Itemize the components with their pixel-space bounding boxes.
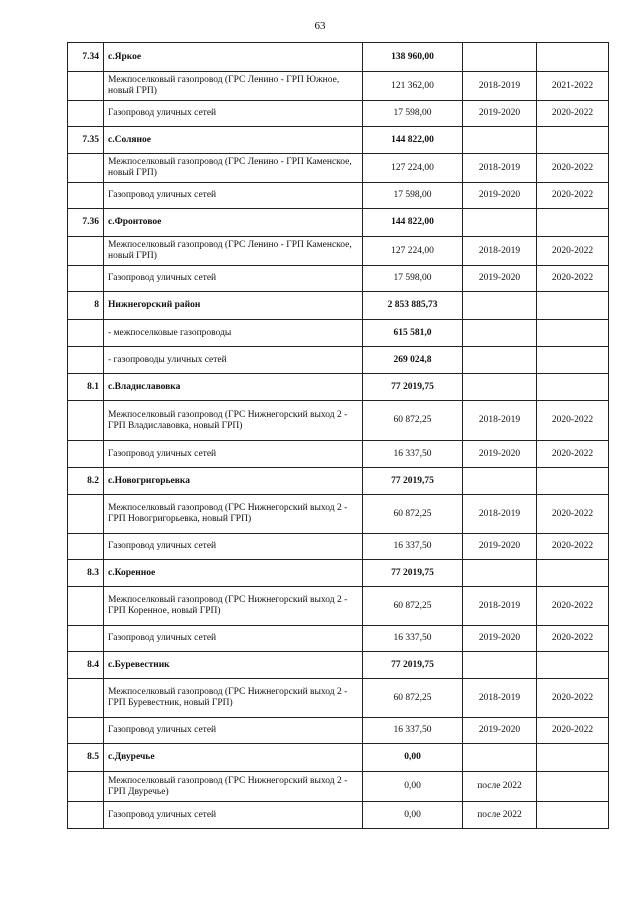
end-period-cell: 2020-2022 <box>537 495 609 534</box>
end-period-cell: 2020-2022 <box>537 534 609 560</box>
amount-cell: 127 224,00 <box>363 154 463 183</box>
object-name-cell: Межпоселковый газопровод (ГРС Ленино - ГРП Каменское, новый ГРП) <box>104 154 363 183</box>
row-number-cell <box>68 401 104 441</box>
amount-cell: 17 598,00 <box>363 101 463 127</box>
amount-cell: 60 872,25 <box>363 679 463 718</box>
object-name-cell: Газопровод уличных сетей <box>104 718 363 744</box>
amount-cell: 16 337,50 <box>363 534 463 560</box>
row-number-cell: 7.34 <box>68 43 104 72</box>
object-name-cell: с.Коренное <box>104 560 363 587</box>
table-row <box>68 127 609 154</box>
start-period-cell <box>463 292 537 320</box>
object-name-cell: Газопровод уличных сетей <box>104 441 363 468</box>
table-row <box>68 534 609 560</box>
amount-cell: 60 872,25 <box>363 495 463 534</box>
end-period-cell <box>537 652 609 679</box>
object-name-cell: Газопровод уличных сетей <box>104 802 363 829</box>
object-name-cell: Межпоселковый газопровод (ГРС Нижнегорский выход 2 - ГРП Владиславовка, новый ГРП) <box>104 401 363 441</box>
table-row <box>68 237 609 266</box>
row-number-cell: 8.1 <box>68 374 104 401</box>
end-period-cell: 2020-2022 <box>537 154 609 183</box>
start-period-cell: 2018-2019 <box>463 679 537 718</box>
gas-pipeline-table <box>67 42 609 829</box>
end-period-cell: 2020-2022 <box>537 101 609 127</box>
amount-cell: 16 337,50 <box>363 718 463 744</box>
row-number-cell <box>68 183 104 209</box>
object-name-cell: Газопровод уличных сетей <box>104 183 363 209</box>
amount-cell: 77 2019,75 <box>363 468 463 495</box>
table-row <box>68 374 609 401</box>
end-period-cell <box>537 347 609 374</box>
start-period-cell: 2018-2019 <box>463 237 537 266</box>
start-period-cell: 2019-2020 <box>463 534 537 560</box>
table-row <box>68 320 609 347</box>
start-period-cell <box>463 127 537 154</box>
object-name-cell: Межпоселковый газопровод (ГРС Нижнегорский выход 2 - ГРП Новогригорьевка, новый ГРП) <box>104 495 363 534</box>
table-row <box>68 101 609 127</box>
table-row <box>68 626 609 652</box>
end-period-cell: 2020-2022 <box>537 587 609 626</box>
row-number-cell <box>68 266 104 292</box>
row-number-cell <box>68 101 104 127</box>
amount-cell: 60 872,25 <box>363 587 463 626</box>
row-number-cell: 7.35 <box>68 127 104 154</box>
end-period-cell <box>537 209 609 237</box>
object-name-cell: Межпоселковый газопровод (ГРС Нижнегорский выход 2 - ГРП Двуречье) <box>104 772 363 802</box>
object-name-cell: с.Двуречье <box>104 744 363 772</box>
object-name-cell: Газопровод уличных сетей <box>104 626 363 652</box>
row-number-cell <box>68 237 104 266</box>
object-name-cell: Межпоселковый газопровод (ГРС Нижнегорский выход 2 - ГРП Коренное, новый ГРП) <box>104 587 363 626</box>
table-row <box>68 718 609 744</box>
object-name-cell: - межпоселковые газопроводы <box>104 320 363 347</box>
start-period-cell <box>463 347 537 374</box>
table-row <box>68 43 609 72</box>
amount-cell: 121 362,00 <box>363 72 463 101</box>
start-period-cell: 2019-2020 <box>463 718 537 744</box>
end-period-cell <box>537 127 609 154</box>
row-number-cell <box>68 587 104 626</box>
table-row <box>68 468 609 495</box>
end-period-cell <box>537 772 609 802</box>
start-period-cell <box>463 374 537 401</box>
object-name-cell: Газопровод уличных сетей <box>104 101 363 127</box>
table-row <box>68 347 609 374</box>
start-period-cell <box>463 560 537 587</box>
end-period-cell: 2020-2022 <box>537 266 609 292</box>
start-period-cell: после 2022 <box>463 802 537 829</box>
object-name-cell: с.Соляное <box>104 127 363 154</box>
table-row <box>68 154 609 183</box>
object-name-cell: Межпоселковый газопровод (ГРС Ленино - ГРП Южное, новый ГРП) <box>104 72 363 101</box>
amount-cell: 615 581,0 <box>363 320 463 347</box>
row-number-cell <box>68 626 104 652</box>
table-row <box>68 401 609 441</box>
row-number-cell <box>68 154 104 183</box>
table-row <box>68 72 609 101</box>
object-name-cell: с.Яркое <box>104 43 363 72</box>
row-number-cell: 8.4 <box>68 652 104 679</box>
start-period-cell <box>463 744 537 772</box>
start-period-cell: 2019-2020 <box>463 266 537 292</box>
row-number-cell: 8.2 <box>68 468 104 495</box>
amount-cell: 144 822,00 <box>363 127 463 154</box>
amount-cell: 0,00 <box>363 772 463 802</box>
table-row <box>68 652 609 679</box>
table-row <box>68 772 609 802</box>
start-period-cell: 2018-2019 <box>463 154 537 183</box>
row-number-cell <box>68 72 104 101</box>
start-period-cell: 2018-2019 <box>463 587 537 626</box>
table-body <box>68 43 609 829</box>
start-period-cell <box>463 468 537 495</box>
row-number-cell <box>68 718 104 744</box>
table-row <box>68 560 609 587</box>
start-period-cell <box>463 43 537 72</box>
row-number-cell: 8.3 <box>68 560 104 587</box>
end-period-cell: 2021-2022 <box>537 72 609 101</box>
start-period-cell: 2018-2019 <box>463 401 537 441</box>
table-row <box>68 744 609 772</box>
end-period-cell <box>537 43 609 72</box>
row-number-cell <box>68 802 104 829</box>
object-name-cell: с.Буревестник <box>104 652 363 679</box>
object-name-cell: Межпоселковый газопровод (ГРС Нижнегорский выход 2 - ГРП Буревестник, новый ГРП) <box>104 679 363 718</box>
end-period-cell: 2020-2022 <box>537 718 609 744</box>
table-row <box>68 495 609 534</box>
start-period-cell: 2019-2020 <box>463 183 537 209</box>
table-row <box>68 266 609 292</box>
object-name-cell: с.Новогригорьевка <box>104 468 363 495</box>
row-number-cell <box>68 320 104 347</box>
object-name-cell: с.Фронтовое <box>104 209 363 237</box>
amount-cell: 77 2019,75 <box>363 374 463 401</box>
row-number-cell: 8.5 <box>68 744 104 772</box>
end-period-cell <box>537 560 609 587</box>
amount-cell: 0,00 <box>363 802 463 829</box>
table-row <box>68 802 609 829</box>
end-period-cell <box>537 374 609 401</box>
end-period-cell: 2020-2022 <box>537 237 609 266</box>
table-row <box>68 679 609 718</box>
end-period-cell: 2020-2022 <box>537 626 609 652</box>
amount-cell: 138 960,00 <box>363 43 463 72</box>
start-period-cell: 2018-2019 <box>463 495 537 534</box>
table-row <box>68 292 609 320</box>
amount-cell: 77 2019,75 <box>363 652 463 679</box>
object-name-cell: с.Владиславовка <box>104 374 363 401</box>
amount-cell: 16 337,50 <box>363 626 463 652</box>
row-number-cell: 8 <box>68 292 104 320</box>
start-period-cell <box>463 209 537 237</box>
end-period-cell: 2020-2022 <box>537 183 609 209</box>
end-period-cell <box>537 802 609 829</box>
start-period-cell: 2018-2019 <box>463 72 537 101</box>
object-name-cell: Газопровод уличных сетей <box>104 534 363 560</box>
end-period-cell <box>537 468 609 495</box>
table-row <box>68 209 609 237</box>
amount-cell: 60 872,25 <box>363 401 463 441</box>
object-name-cell: - газопроводы уличных сетей <box>104 347 363 374</box>
amount-cell: 16 337,50 <box>363 441 463 468</box>
start-period-cell <box>463 652 537 679</box>
row-number-cell <box>68 441 104 468</box>
end-period-cell: 2020-2022 <box>537 401 609 441</box>
end-period-cell <box>537 320 609 347</box>
row-number-cell: 7.36 <box>68 209 104 237</box>
amount-cell: 0,00 <box>363 744 463 772</box>
amount-cell: 127 224,00 <box>363 237 463 266</box>
start-period-cell: после 2022 <box>463 772 537 802</box>
amount-cell: 77 2019,75 <box>363 560 463 587</box>
start-period-cell: 2019-2020 <box>463 101 537 127</box>
row-number-cell <box>68 347 104 374</box>
row-number-cell <box>68 495 104 534</box>
end-period-cell: 2020-2022 <box>537 679 609 718</box>
amount-cell: 144 822,00 <box>363 209 463 237</box>
row-number-cell <box>68 534 104 560</box>
table-row <box>68 183 609 209</box>
amount-cell: 17 598,00 <box>363 266 463 292</box>
table-row <box>68 587 609 626</box>
end-period-cell <box>537 292 609 320</box>
start-period-cell <box>463 320 537 347</box>
amount-cell: 2 853 885,73 <box>363 292 463 320</box>
amount-cell: 17 598,00 <box>363 183 463 209</box>
page-number: 63 <box>314 20 326 32</box>
object-name-cell: Нижнегорский район <box>104 292 363 320</box>
start-period-cell: 2019-2020 <box>463 626 537 652</box>
table-row <box>68 441 609 468</box>
amount-cell: 269 024,8 <box>363 347 463 374</box>
end-period-cell: 2020-2022 <box>537 441 609 468</box>
object-name-cell: Межпоселковый газопровод (ГРС Ленино - ГРП Каменское, новый ГРП) <box>104 237 363 266</box>
start-period-cell: 2019-2020 <box>463 441 537 468</box>
row-number-cell <box>68 679 104 718</box>
end-period-cell <box>537 744 609 772</box>
object-name-cell: Газопровод уличных сетей <box>104 266 363 292</box>
row-number-cell <box>68 772 104 802</box>
